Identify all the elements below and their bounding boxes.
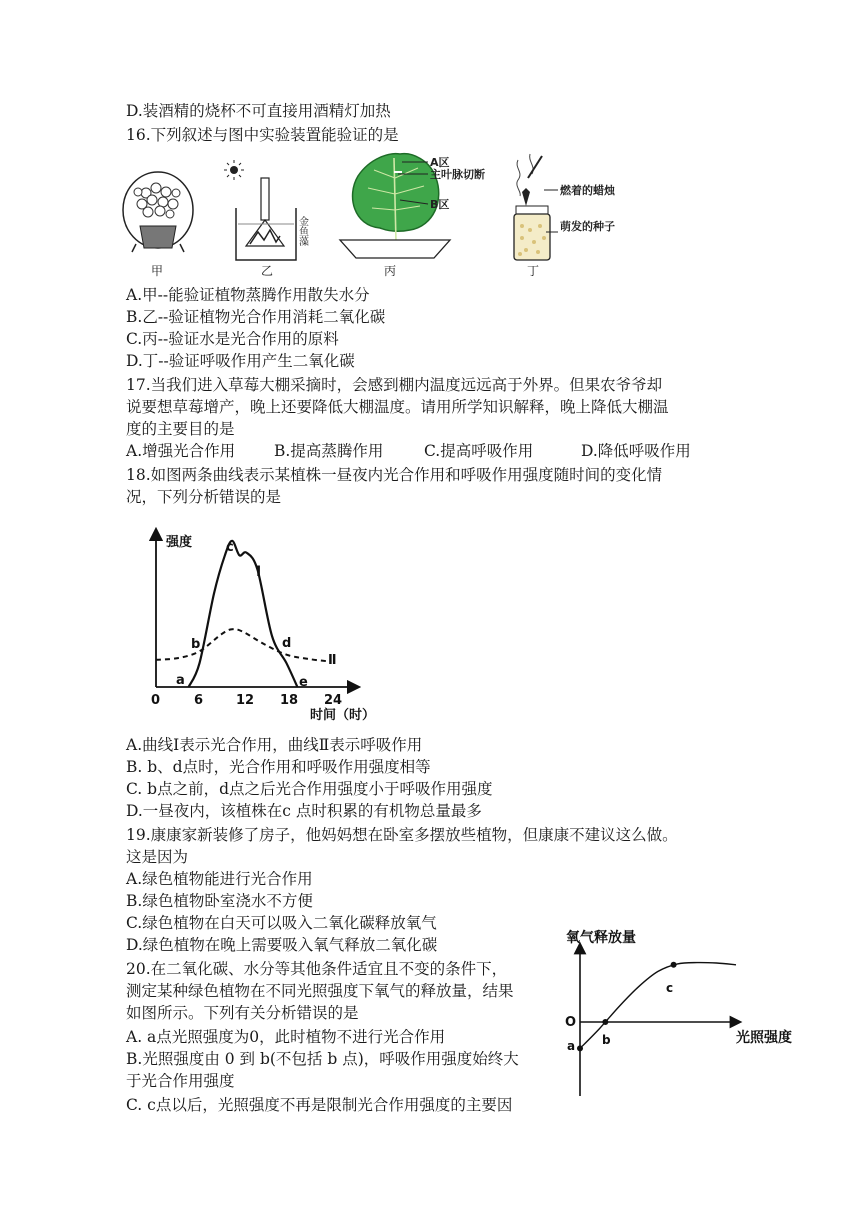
q18-point-d: d — [282, 636, 292, 651]
q20-option-b-line-2: 于光合作用强度 — [126, 1072, 235, 1090]
q18-curve-I — [189, 541, 298, 687]
q19-option-b: B.绿色植物卧室浇水不方便 — [126, 892, 313, 910]
q20-x-label: 光照强度 — [736, 1030, 792, 1046]
q18-option-b: B. b、d点时，光合作用和呼吸作用强度相等 — [126, 758, 431, 776]
figure-bing-label-vein: 主叶脉切断 — [430, 168, 485, 181]
q20-y-label: 氧气释放量 — [566, 930, 636, 946]
q20-point-b-dot — [602, 1019, 608, 1025]
q20-point-a-dot — [577, 1045, 583, 1051]
q20-option-a: A. a点光照强度为0，此时植物不进行光合作用 — [126, 1028, 446, 1046]
q20-point-b: b — [602, 1033, 611, 1047]
q18-stem-line-1: 18.如图两条曲线表示某植株一昼夜内光合作用和呼吸作用强度随时间的变化情 — [126, 466, 663, 484]
q18-option-c: C. b点之前，d点之后光合作用强度小于呼吸作用强度 — [126, 780, 493, 798]
q20-stem-line-1: 20.在二氧化碳、水分等其他条件适宜且不变的条件下， — [126, 960, 508, 978]
q18-tick-24: 24 — [324, 693, 343, 708]
q17-options — [126, 440, 691, 462]
q16-option-a: A.甲--能验证植物蒸腾作用散失水分 — [126, 286, 370, 304]
q16-option-c: C.丙--验证水是光合作用的原料 — [126, 330, 339, 348]
figure-yi-label: 金鱼藻 — [296, 216, 308, 246]
q18-chart — [138, 524, 408, 734]
figure-jia — [123, 172, 193, 278]
q18-tick-6: 6 — [194, 693, 204, 708]
q18-tick-0: 0 — [151, 693, 161, 708]
q16-option-d: D.丁--验证呼吸作用产生二氧化碳 — [126, 352, 355, 370]
q18-series-label-I: Ⅰ — [256, 564, 262, 580]
q19-option-a: A.绿色植物能进行光合作用 — [126, 870, 313, 888]
q17-stem-line-2: 说要想草莓增产，晚上还要降低大棚温度。请用所学知识解释，晚上降低大棚温 — [126, 398, 669, 416]
q20-point-c-dot — [671, 962, 677, 968]
q18-point-e: e — [299, 675, 308, 690]
q20-option-c: C. c点以后，光照强度不再是限制光合作用强度的主要因 — [126, 1096, 513, 1114]
figure-ding-label-candle: 燃着的蜡烛 — [560, 184, 615, 197]
q18-tick-18: 18 — [280, 693, 299, 708]
q17-stem-line-1: 17.当我们进入草莓大棚采摘时，会感到棚内温度远远高于外界。但果农爷爷却 — [126, 376, 663, 394]
figure-jia-caption: 甲 — [151, 264, 164, 278]
figure-bing-caption: 丙 — [384, 264, 397, 278]
q17-option-c: C.提高呼吸作用 — [424, 442, 534, 460]
figure-bing-label-a: A区 — [430, 156, 450, 169]
q16-stem: 16.下列叙述与图中实验装置能验证的是 — [126, 126, 399, 144]
q19-stem-line-2: 这是因为 — [126, 848, 189, 866]
q18-x-label: 时间（时） — [310, 708, 376, 723]
q18-option-a: A.曲线Ⅰ表示光合作用，曲线Ⅱ表示呼吸作用 — [126, 736, 423, 754]
figure-yi — [224, 160, 309, 278]
q17-stem-line-3: 度的主要目的是 — [126, 420, 235, 438]
q18-stem-line-2: 况，下列分析错误的是 — [126, 488, 282, 506]
q17-option-d: D.降低呼吸作用 — [581, 442, 691, 460]
q20-point-a: a — [567, 1039, 576, 1053]
q18-y-label: 强度 — [166, 535, 193, 550]
q19-stem-line-1: 19.康康家新装修了房子，他妈妈想在卧室多摆放些植物，但康康不建议这么做。 — [126, 826, 678, 844]
q20-chart — [560, 920, 810, 1100]
q20-option-b-line-1: B.光照强度由 0 到 b(不包括 b 点)，呼吸作用强度始终大 — [126, 1050, 519, 1068]
q20-stem-line-2: 测定某种绿色植物在不同光照强度下氧气的释放量，结果 — [126, 982, 514, 1000]
q17-option-b: B.提高蒸腾作用 — [274, 442, 384, 460]
figure-yi-caption: 乙 — [261, 264, 274, 278]
q19-option-d: D.绿色植物在晚上需要吸入氧气释放二氧化碳 — [126, 936, 438, 954]
q20-origin-label: O — [565, 1015, 577, 1030]
figure-bing — [340, 154, 485, 278]
q18-option-d: D.一昼夜内，该植株在c 点时积累的有机物总量最多 — [126, 802, 482, 820]
figure-ding-label-seed: 萌发的种子 — [560, 220, 615, 233]
q18-point-c: c — [226, 540, 234, 555]
q20-point-c: c — [666, 981, 674, 995]
figure-bing-label-b: B区 — [430, 198, 450, 211]
q18-curve-II — [156, 629, 330, 661]
q18-series-label-II: Ⅱ — [328, 653, 337, 668]
q19-option-c: C.绿色植物在白天可以吸入二氧化碳释放氧气 — [126, 914, 437, 932]
q16-figure — [118, 148, 638, 284]
q18-tick-12: 12 — [236, 693, 255, 708]
q20-stem-line-3: 如图所示。下列有关分析错误的是 — [126, 1004, 359, 1022]
q15-option-d: D.装酒精的烧杯不可直接用酒精灯加热 — [126, 102, 391, 120]
figure-ding — [514, 154, 616, 278]
q16-option-b: B.乙--验证植物光合作用消耗二氧化碳 — [126, 308, 386, 326]
q18-point-b: b — [191, 637, 201, 652]
sun-icon — [224, 160, 244, 180]
q18-point-a: a — [176, 673, 185, 688]
q17-option-a: A.增强光合作用 — [126, 442, 236, 460]
figure-ding-caption: 丁 — [527, 264, 540, 278]
